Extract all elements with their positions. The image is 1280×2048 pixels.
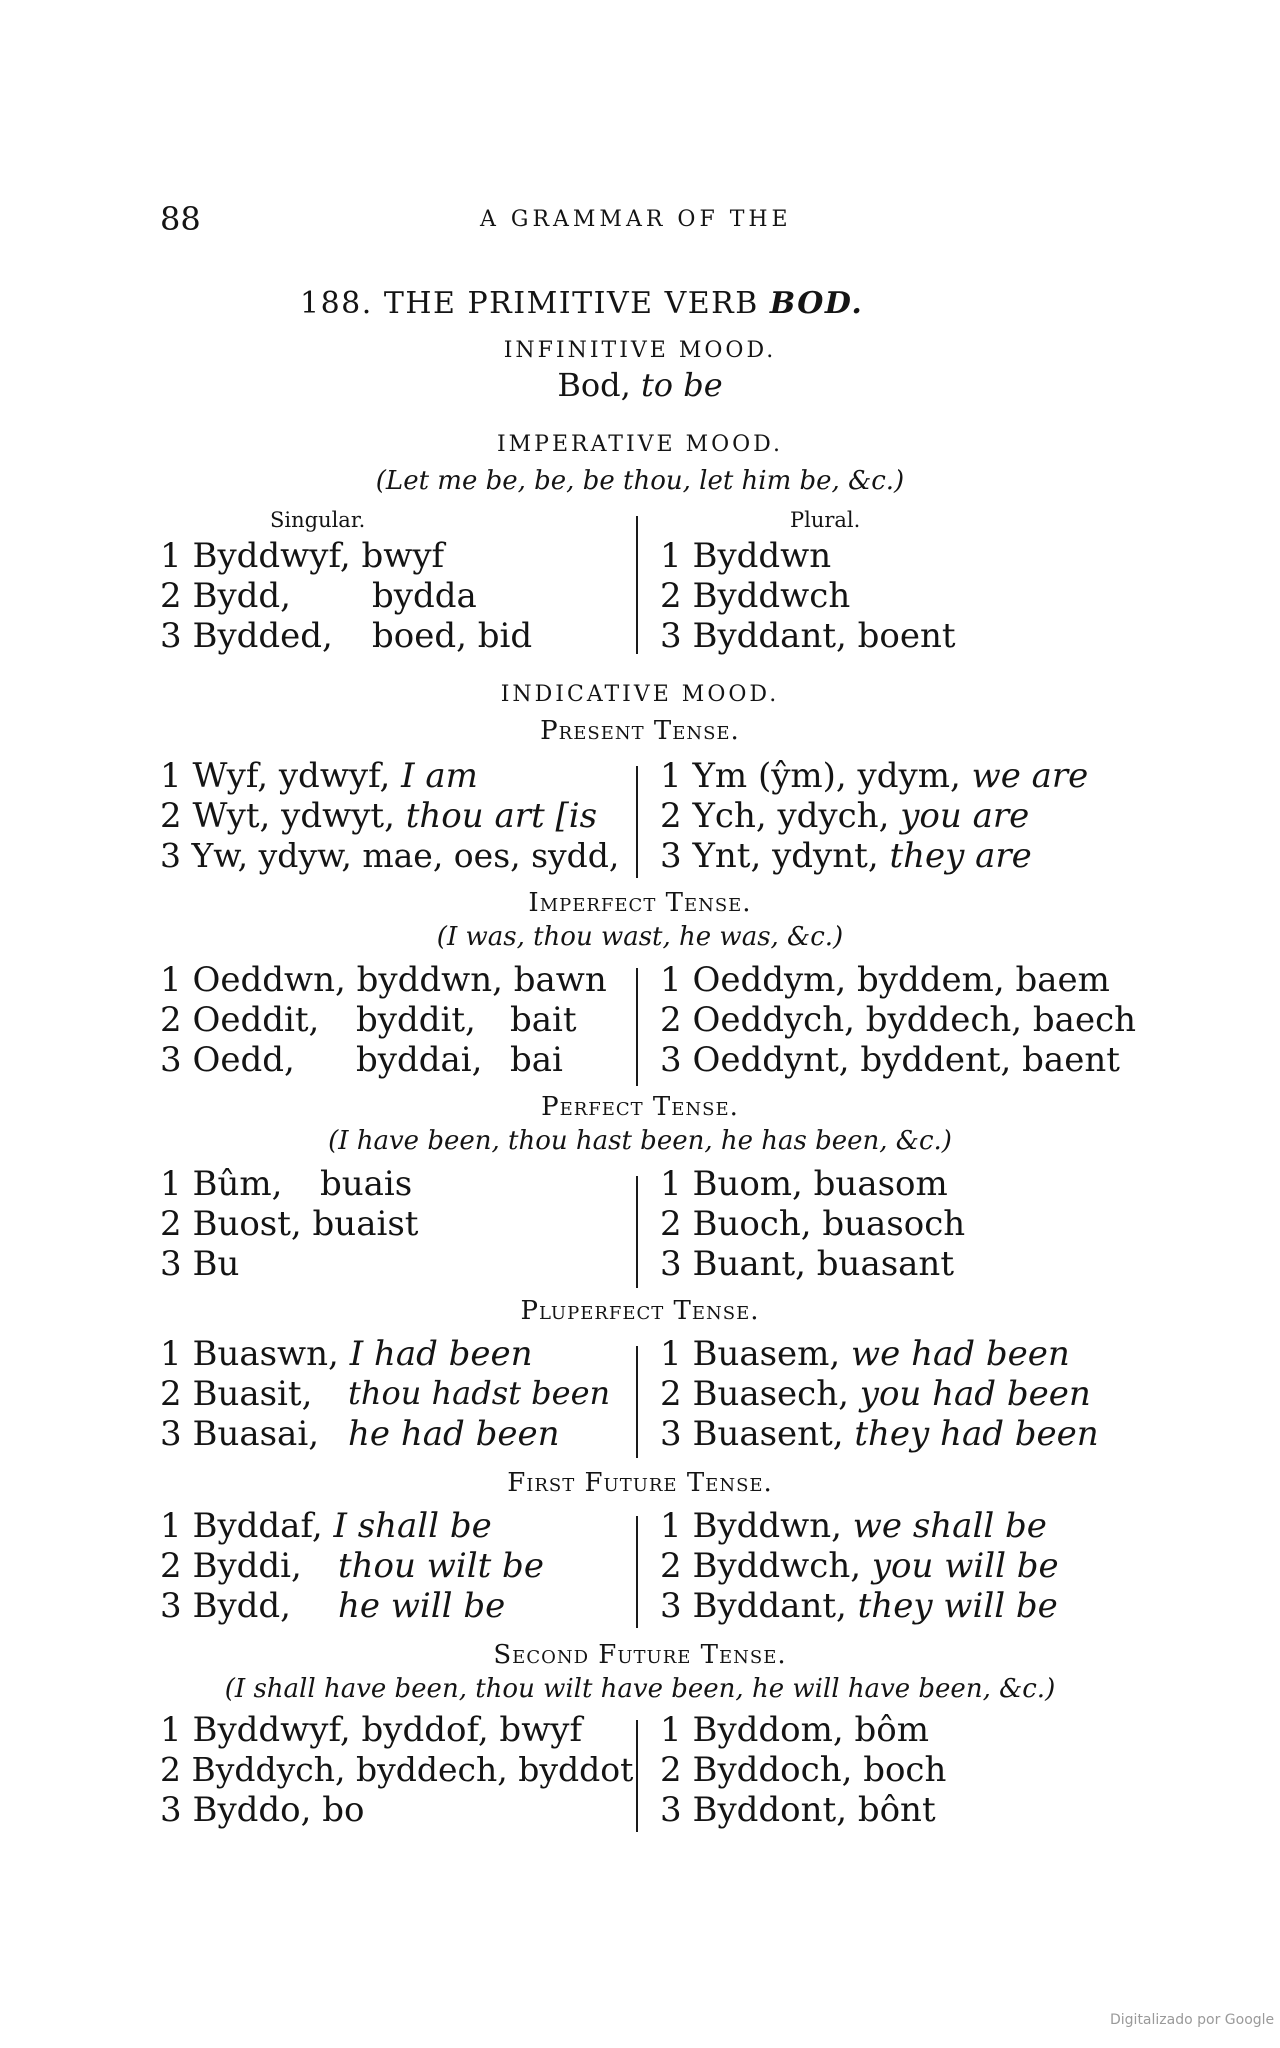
imperfect-gloss: (I was, thou wast, he was, &c.) <box>436 922 844 952</box>
infinitive-heading: INFINITIVE MOOD. <box>503 338 777 363</box>
pluperfect-sg-2: 2 Buasit, <box>160 1374 313 1414</box>
imperative-sg-2b: bydda <box>372 576 477 616</box>
indicative-heading: INDICATIVE MOOD. <box>500 682 780 707</box>
digitization-watermark: Digitalizado por Google <box>1110 2012 1275 2028</box>
present-pl-1: 1 Ym (ŷm), ydym, we are <box>660 756 1089 796</box>
perfect-sg-1b: buais <box>320 1164 413 1204</box>
imperfect-sg-1: 1 Oeddwn, byddwn, bawn <box>160 960 607 1000</box>
column-divider <box>636 1346 638 1458</box>
imperative-sg-1: 1 Byddwyf, bwyf <box>160 536 445 576</box>
imperfect-sg-3c: bai <box>510 1040 563 1080</box>
second-future-gloss: (I shall have been, thou wilt have been, he will have been, &c.) <box>224 1674 1056 1704</box>
first-future-pl-2: 2 Byddwch, you will be <box>660 1546 1059 1586</box>
page-number: 88 <box>160 200 201 238</box>
column-divider <box>636 766 638 878</box>
pluperfect-sg-2-gloss: thou hadst been <box>348 1374 611 1412</box>
pluperfect-sg-3: 3 Buasai, <box>160 1414 320 1454</box>
infinitive-word: Bod, <box>557 366 631 404</box>
section-title-word: BOD. <box>769 286 864 321</box>
present-sg-3: 3 Yw, ydyw, mae, oes, sydd, <box>160 836 620 875</box>
imperative-heading: IMPERATIVE MOOD. <box>496 432 784 457</box>
imperfect-tense-heading: Imperfect Tense. <box>528 888 752 918</box>
imperfect-sg-2b: byddit, <box>356 1000 476 1040</box>
infinitive-gloss: to be <box>640 366 723 404</box>
perfect-sg-1: 1 Bûm, <box>160 1164 283 1204</box>
imperfect-sg-2c: bait <box>510 1000 577 1040</box>
column-divider <box>636 1720 638 1832</box>
perfect-pl-2: 2 Buoch, buasoch <box>660 1204 966 1244</box>
perfect-sg-2: 2 Buost, buaist <box>160 1204 419 1244</box>
pluperfect-pl-2: 2 Buasech, you had been <box>660 1374 1091 1414</box>
second-future-sg-2: 2 Byddych, byddech, byddot <box>160 1750 634 1789</box>
first-future-sg-3: 3 Bydd, <box>160 1586 291 1626</box>
column-divider <box>636 516 638 654</box>
present-pl-3: 3 Ynt, ydynt, they are <box>660 836 1032 876</box>
imperative-pl-3: 3 Byddant, boent <box>660 616 956 656</box>
section-title <box>300 286 863 321</box>
perfect-tense-heading: Perfect Tense. <box>541 1092 739 1122</box>
first-future-sg-1: 1 Byddaf, I shall be <box>160 1506 492 1546</box>
second-future-tense-heading: Second Future Tense. <box>493 1640 787 1670</box>
running-title: A GRAMMAR OF THE <box>480 207 792 232</box>
perfect-pl-3: 3 Buant, buasant <box>660 1244 954 1284</box>
first-future-sg-3-gloss: he will be <box>338 1586 506 1626</box>
section-title-text: THE PRIMITIVE VERB <box>383 286 759 321</box>
imperative-sg-3b: boed, bid <box>372 616 533 656</box>
imperative-sg-2: 2 Bydd, <box>160 576 291 616</box>
column-divider <box>636 1176 638 1288</box>
pluperfect-tense-heading: Pluperfect Tense. <box>520 1296 760 1326</box>
second-future-pl-1: 1 Byddom, bôm <box>660 1710 929 1750</box>
present-tense-heading: Present Tense. <box>540 716 740 746</box>
imperative-pl-2: 2 Byddwch <box>660 576 851 616</box>
imperfect-pl-3: 3 Oeddynt, byddent, baent <box>660 1040 1120 1080</box>
pluperfect-sg-1: 1 Buaswn, I had been <box>160 1334 533 1374</box>
singular-label: Singular. <box>270 508 366 532</box>
perfect-pl-1: 1 Buom, buasom <box>660 1164 948 1204</box>
imperative-pl-1: 1 Byddwn <box>660 536 832 576</box>
present-sg-2: 2 Wyt, ydwyt, thou art [is <box>160 796 598 836</box>
first-future-pl-3: 3 Byddant, they will be <box>660 1586 1058 1626</box>
infinitive-line <box>0 366 1280 404</box>
first-future-tense-heading: First Future Tense. <box>507 1468 773 1498</box>
present-sg-1: 1 Wyf, ydwyf, I am <box>160 756 478 796</box>
second-future-sg-1: 1 Byddwyf, byddof, bwyf <box>160 1710 583 1750</box>
imperative-gloss: (Let me be, be, be thou, let him be, &c.) <box>375 466 905 496</box>
second-future-pl-2: 2 Byddoch, boch <box>660 1750 947 1790</box>
pluperfect-sg-3-gloss: he had been <box>348 1414 560 1454</box>
imperative-sg-3: 3 Bydded, <box>160 616 333 656</box>
imperfect-pl-1: 1 Oeddym, byddem, baem <box>660 960 1110 1000</box>
second-future-sg-3: 3 Byddo, bo <box>160 1790 365 1830</box>
second-future-pl-3: 3 Byddont, bônt <box>660 1790 936 1830</box>
pluperfect-pl-3: 3 Buasent, they had been <box>660 1414 1099 1454</box>
first-future-sg-2-gloss: thou wilt be <box>338 1546 544 1586</box>
perfect-gloss: (I have been, thou hast been, he has been, &c.) <box>328 1126 952 1156</box>
imperfect-sg-2: 2 Oeddit, <box>160 1000 320 1040</box>
section-number: 188. <box>300 286 373 321</box>
imperfect-pl-2: 2 Oeddych, byddech, baech <box>660 1000 1137 1040</box>
column-divider <box>636 1516 638 1628</box>
first-future-sg-2: 2 Byddi, <box>160 1546 302 1586</box>
pluperfect-pl-1: 1 Buasem, we had been <box>660 1334 1070 1374</box>
imperfect-sg-3b: byddai, <box>356 1040 483 1080</box>
plural-label: Plural. <box>790 508 861 532</box>
column-divider <box>636 968 638 1086</box>
present-pl-2: 2 Ych, ydych, you are <box>660 796 1030 836</box>
imperfect-sg-3: 3 Oedd, <box>160 1040 295 1080</box>
first-future-pl-1: 1 Byddwn, we shall be <box>660 1506 1047 1546</box>
perfect-sg-3: 3 Bu <box>160 1244 240 1284</box>
